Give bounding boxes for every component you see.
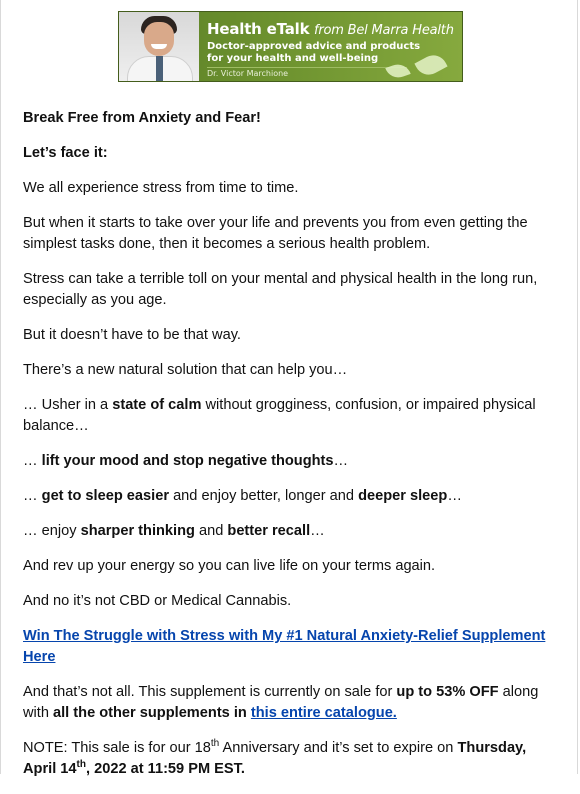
paragraph-6: And rev up your energy so you can live life on your terms again. — [23, 558, 436, 574]
email-body — [23, 108, 553, 794]
doctor-photo — [119, 12, 199, 81]
paragraph-3: Stress can take a terrible toll on your mental and physical health in the long run, especially as you age. — [23, 271, 538, 308]
cta-link[interactable]: Win The Struggle with Stress with My #1 Natural Anxiety-Relief Supplement Here — [23, 628, 546, 665]
sale-paragraph: And that’s not all. This supplement is currently on sale for up to 53% OFF along with all the other supplements in this entire catalogue. — [23, 684, 539, 721]
benefit-thinking: … enjoy sharper thinking and better recall… — [23, 523, 325, 539]
paragraph-7: And no it’s not CBD or Medical Cannabis. — [23, 593, 292, 609]
catalogue-link[interactable]: this entire catalogue. — [250, 705, 397, 721]
intro-text: Let’s face it: — [23, 145, 108, 161]
banner-title-light: from Bel Marra Health — [313, 23, 454, 38]
headline-text: Break Free from Anxiety and Fear! — [23, 110, 261, 126]
doctor-name: Dr. Victor Marchione — [207, 69, 289, 78]
note-paragraph: NOTE: This sale is for our 18th Anniversary and it’s set to expire on Thursday, April 14th, 2022 at 11:59 PM EST. — [23, 738, 527, 777]
banner-title — [207, 20, 454, 40]
intro — [23, 143, 553, 164]
benefit-calm: … Usher in a state of calm without grogginess, confusion, or impaired physical balance… — [23, 397, 536, 434]
paragraph-2: But when it starts to take over your life and prevents you from even getting the simplest tasks done, then it becomes a serious health problem. — [23, 215, 528, 252]
cta-paragraph — [23, 626, 553, 668]
benefit-sleep: … get to sleep easier and enjoy better, longer and deeper sleep… — [23, 488, 462, 504]
benefit-mood: … lift your mood and stop negative thoughts… — [23, 453, 349, 469]
banner-divider — [207, 67, 407, 68]
banner-title-strong: Health eTalk — [207, 20, 310, 38]
banner-tagline: Doctor-approved advice and products for your health and well-being — [207, 41, 421, 64]
headline — [23, 108, 553, 129]
header-banner[interactable] — [118, 11, 463, 82]
paragraph-4: But it doesn’t have to be that way. — [23, 327, 241, 343]
paragraph-1: We all experience stress from time to time. — [23, 180, 299, 196]
paragraph-5: There’s a new natural solution that can help you… — [23, 362, 348, 378]
